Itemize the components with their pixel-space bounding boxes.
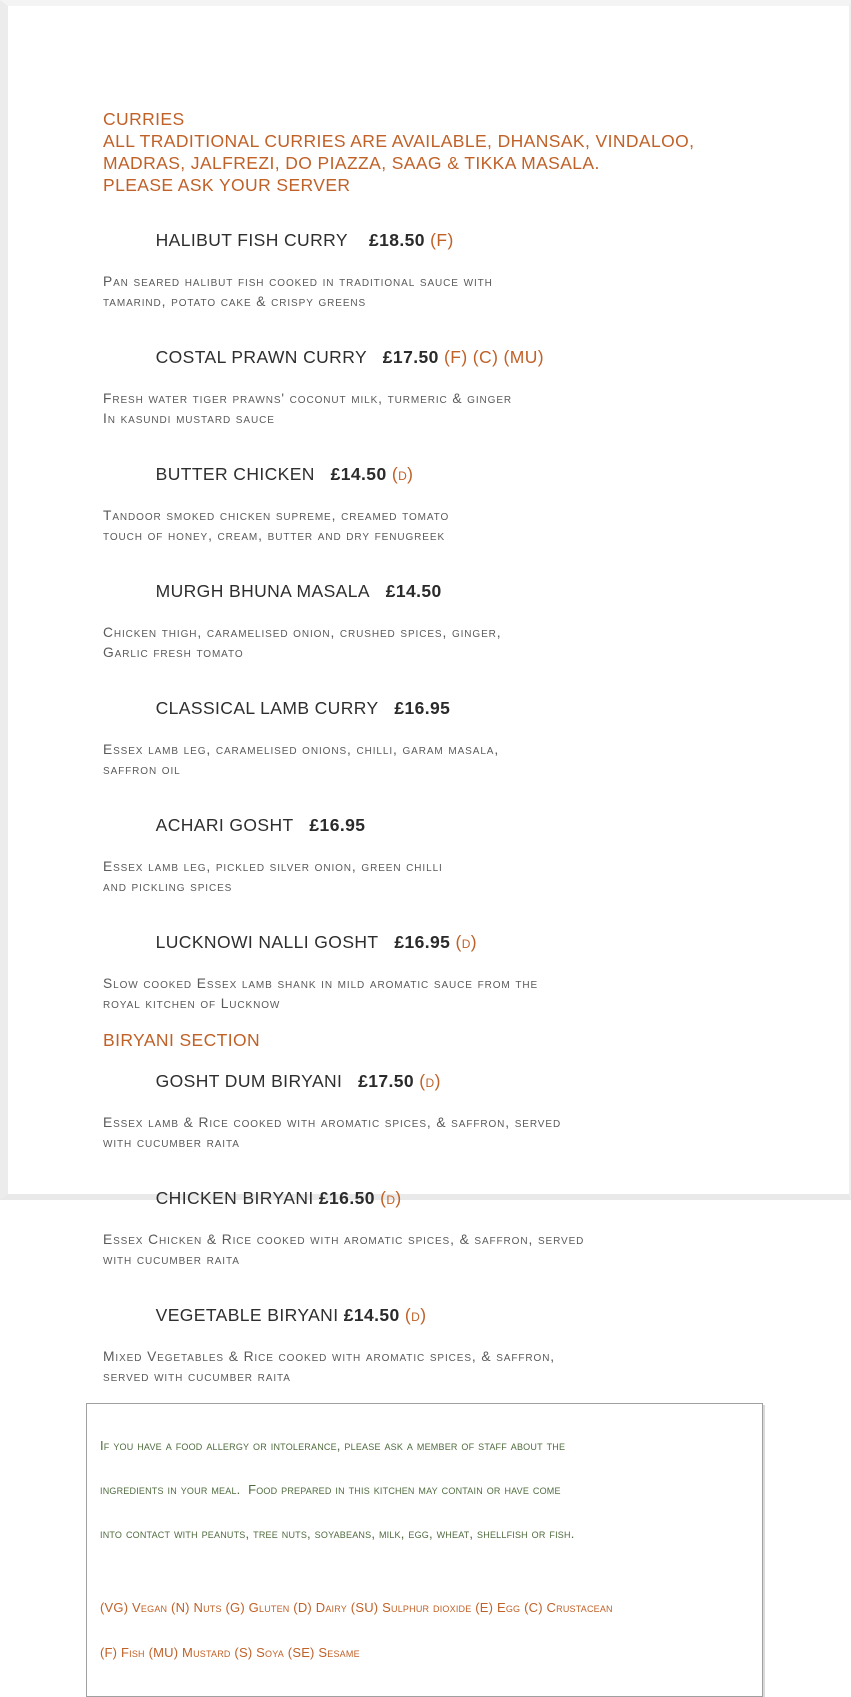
item-description (103, 857, 768, 896)
item-description (103, 740, 768, 779)
item-title-line (103, 678, 768, 738)
item-name: HALIBUT FISH CURRY (155, 230, 348, 250)
menu-item (103, 1168, 768, 1269)
item-price: £16.95 (378, 932, 451, 952)
item-title-line (103, 1051, 768, 1111)
allergy-notice-line: If you have a food allergy or intolerance, please ask a member of staff about the (100, 1437, 566, 1453)
item-description-line: Essex lamb & Rice cooked with aromatic spices, & saffron, served (103, 1115, 562, 1130)
item-name: BUTTER CHICKEN (155, 464, 315, 484)
item-price: £18.50 (347, 230, 425, 250)
menu-item (103, 912, 768, 1013)
item-name: VEGETABLE BIRYANI (155, 1305, 339, 1325)
item-description (103, 1113, 768, 1152)
allergy-notice (100, 1409, 754, 1572)
item-title-line (103, 444, 768, 504)
item-price: £14.50 (314, 464, 387, 484)
item-price: £14.50 (369, 581, 442, 601)
allergen-key (100, 1572, 754, 1690)
item-description (103, 623, 768, 662)
item-title-line (103, 1285, 768, 1345)
item-allergen-codes: (d) (450, 932, 478, 952)
menu-item (103, 1029, 768, 1152)
section-note-line: MADRAS, JALFREZI, DO PIAZZA, SAAG & TIKKA MASALA. (103, 153, 600, 173)
item-price: £16.95 (378, 698, 451, 718)
item-name: LUCKNOWI NALLI GOSHT (155, 932, 379, 952)
allergy-notice-line: into contact with peanuts, tree nuts, soyabeans, milk, egg, wheat, shellfish or fish. (100, 1526, 575, 1542)
item-allergen-codes: (d) (374, 1188, 402, 1208)
item-description-line: In kasundi mustard sauce (103, 410, 275, 426)
item-description-line: served with cucumber raita (103, 1368, 291, 1384)
curries-section-header (103, 108, 768, 196)
item-description-line: Mixed Vegetables & Rice cooked with aromatic spices, & saffron, (103, 1349, 556, 1364)
item-description (103, 1230, 768, 1269)
item-description-line: with cucumber raita (103, 1134, 240, 1150)
item-description-line: Essex lamb leg, caramelised onions, chilli, garam masala, (103, 742, 500, 757)
item-allergen-codes: (d) (414, 1071, 441, 1091)
item-price: £16.95 (293, 815, 366, 835)
item-description-line: Essex Chicken & Rice cooked with aromatic spices, & saffron, served (103, 1232, 585, 1247)
section-note-line: ALL TRADITIONAL CURRIES ARE AVAILABLE, DHANSAK, VINDALOO, (103, 131, 695, 151)
subsection-title: BIRYANI SECTION (103, 1030, 261, 1050)
item-name: ACHARI GOSHT (155, 815, 294, 835)
menu-item (103, 678, 768, 779)
item-price: £14.50 (338, 1305, 400, 1325)
menu-item (103, 210, 768, 311)
section-title: CURRIES (103, 109, 185, 129)
item-description-line: Garlic fresh tomato (103, 644, 244, 660)
item-name: MURGH BHUNA MASALA (155, 581, 370, 601)
item-description-line: Essex lamb leg, pickled silver onion, green chilli (103, 859, 443, 874)
item-title-line (103, 1168, 768, 1228)
item-price: £16.50 (313, 1188, 375, 1208)
menu-item (103, 444, 768, 545)
section-note (103, 130, 768, 196)
item-description-line: royal kitchen of Lucknow (103, 995, 281, 1011)
section-note-line: PLEASE ASK YOUR SERVER (103, 175, 351, 195)
menu-item (103, 561, 768, 662)
item-allergen-codes: (F) (424, 230, 454, 250)
item-allergen-codes: (d) (386, 464, 414, 484)
item-description-line: and pickling spices (103, 878, 233, 894)
allergy-information-box (86, 1403, 763, 1697)
allergen-key-line: (VG) Vegan (N) Nuts (G) Gluten (D) Dairy (SU) Sulphur dioxide (E) Egg (C) Crustacean (100, 1600, 613, 1616)
item-name: CLASSICAL LAMB CURRY (155, 698, 379, 718)
item-description (103, 506, 768, 545)
item-description-line: Pan seared halibut fish cooked in traditional sauce with (103, 274, 493, 289)
item-name: GOSHT DUM BIRYANI (155, 1071, 343, 1091)
item-title-line (103, 210, 768, 270)
item-name: CHICKEN BIRYANI (155, 1188, 314, 1208)
item-title-line (103, 327, 768, 387)
item-price: £17.50 (367, 347, 439, 367)
item-allergen-codes: (F) (C) (MU) (438, 347, 545, 367)
item-description-line: Slow cooked Essex lamb shank in mild aromatic sauce from the (103, 976, 539, 991)
item-title-line (103, 795, 768, 855)
item-title-line (103, 561, 768, 621)
item-description-line: tamarind, potato cake & crispy greens (103, 293, 367, 309)
item-price: £17.50 (342, 1071, 415, 1091)
menu-item (103, 1285, 768, 1386)
item-description-line: touch of honey, cream, butter and dry fenugreek (103, 527, 446, 543)
item-allergen-codes: (d) (399, 1305, 427, 1325)
item-description-line: saffron oil (103, 761, 181, 777)
menu-items (103, 210, 768, 1386)
item-description-line: Tandoor smoked chicken supreme, creamed tomato (103, 508, 450, 523)
item-description (103, 389, 768, 428)
item-name: COSTAL PRAWN CURRY (155, 347, 368, 367)
item-title-line (103, 912, 768, 972)
item-description (103, 272, 768, 311)
item-description-line: Chicken thigh, caramelised onion, crushed spices, ginger, (103, 625, 502, 640)
allergen-key-line: (F) Fish (MU) Mustard (S) Soya (SE) Sesame (100, 1644, 360, 1660)
item-description (103, 1347, 768, 1386)
menu-content (100, 108, 768, 1697)
allergy-notice-line: ingredients in your meal. Food prepared in this kitchen may contain or have come (100, 1481, 561, 1497)
menu-item (103, 327, 768, 428)
item-description-line: Fresh water tiger prawns' coconut milk, turmeric & ginger (103, 391, 513, 406)
item-description-line: with cucumber raita (103, 1251, 240, 1267)
menu-item (103, 795, 768, 896)
item-description (103, 974, 768, 1013)
